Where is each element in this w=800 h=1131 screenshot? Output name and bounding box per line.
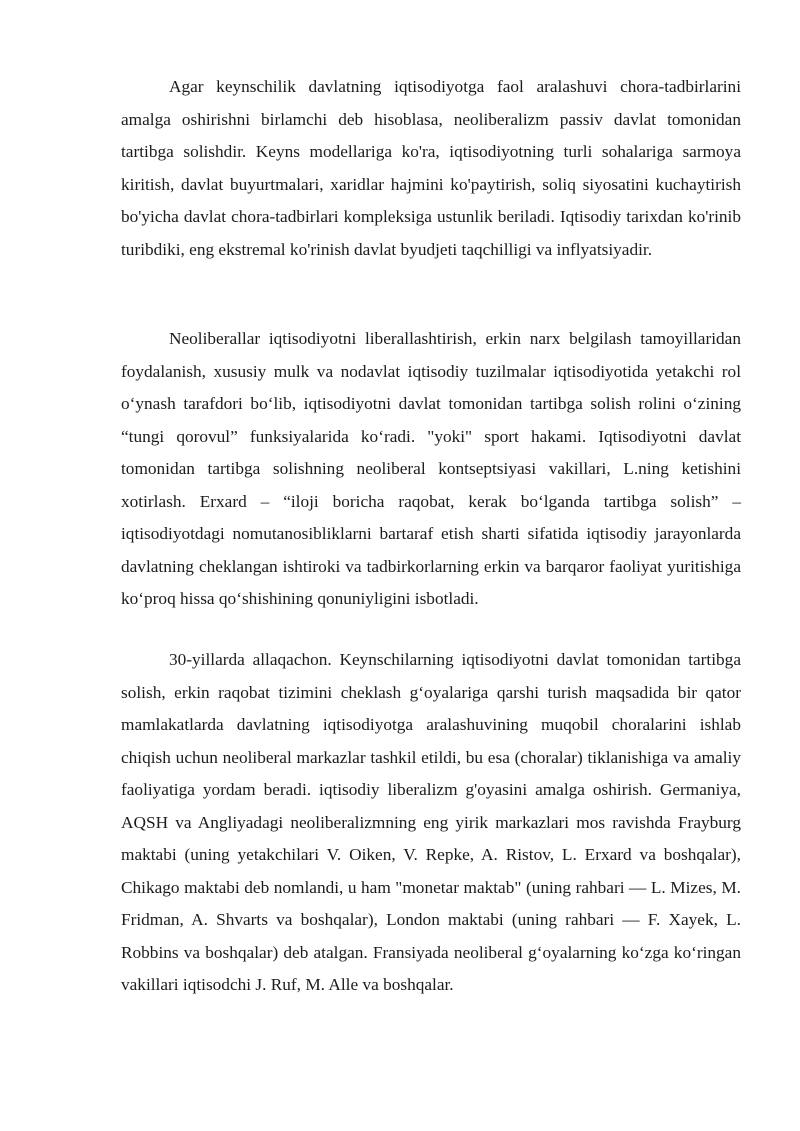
paragraph-neoliberals <box>121 323 741 616</box>
paragraph-keynesianism <box>121 71 741 266</box>
paragraph-neoliberal-centers <box>121 644 741 1002</box>
paragraph-text: Agar keynschilik davlatning iqtisodiyotga faol aralashuvi chora-tadbirlarini amalga oshirishni birlamchi deb hisoblasa, neoliberalizm passiv davlat tomonidan tartibga solishdir. Keyns modellariga ko'ra, iqtisodiyotning turli sohalariga sarmoya kiritish, davlat buyurtmalari, xaridlar hajmini ko'paytirish, soliq siyosatini kuchaytirish bo'yicha davlat chora-tadbirlari kompleksiga ustunlik beriladi. Iqtisodiy tarixdan ko'rinib turibdiki, eng ekstremal ko'rinish davlat byudjeti taqchilligi va inflyatsiyadir. <box>121 77 741 259</box>
paragraph-text: 30-yillarda allaqachon. Keynschilarning iqtisodiyotni davlat tomonidan tartibga solish, erkin raqobat tizimini cheklash g‘oyalariga qarshi turish maqsadida bir qator mamlakatlarda davlatning iqtisodiyotga aralashuvining muqobil choralarini ishlab chiqish uchun neoliberal markazlar tashkil etildi, bu esa (choralar) tiklanishiga va amaliy faoliyatiga yordam beradi. iqtisodiy liberalizm g'oyasini amalga oshirish. Germaniya, AQSH va Angliyadagi neoliberalizmning eng yirik markazlari mos ravishda Frayburg maktabi (uning yetakchilari V. Oiken, V. Repke, A. Ristov, L. Erxard va boshqalar), Chikago maktabi deb nomlandi, u ham "monetar maktab" (uning rahbari — L. Mizes, M. Fridman, A. Shvarts va boshqalar), London maktabi (uning rahbari — F. Xayek, L. Robbins va boshqalar) deb atalgan. Fransiyada neoliberal g‘oyalarning ko‘zga ko‘ringan vakillari iqtisodchi J. Ruf, M. Alle va boshqalar. <box>121 650 741 994</box>
paragraph-text: Neoliberallar iqtisodiyotni liberallashtirish, erkin narx belgilash tamoyillaridan foydalanish, xususiy mulk va nodavlat iqtisodiy tuzilmalar iqtisodiyotida yetakchi rol o‘ynash tarafdori bo‘lib, iqtisodiyotni davlat tomonidan tartibga solish rolini o‘zining “tungi qorovul” funksiyalarida ko‘radi. "yoki" sport hakami. Iqtisodiyotni davlat tomonidan tartibga solishning neoliberal kontseptsiyasi vakillari, L.ning ketishini xotirlash. Erxard – “iloji boricha raqobat, kerak bo‘lganda tartibga solish” – iqtisodiyotdagi nomutanosibliklarni bartaraf etish sharti sifatida iqtisodiy jarayonlarda davlatning cheklangan ishtiroki va tadbirkorlarning erkin va barqaror faoliyat yuritishiga ko‘proq hissa qo‘shishining qonuniyligini isbotladi. <box>121 329 741 608</box>
